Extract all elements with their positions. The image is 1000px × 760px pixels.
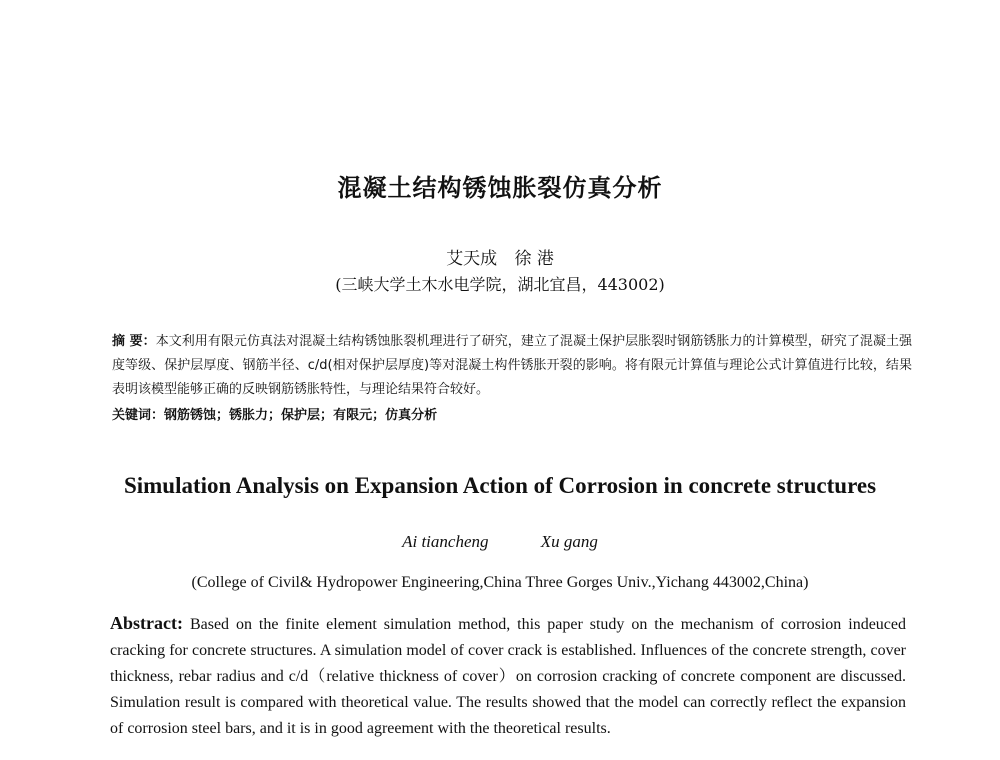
chinese-authors: [0, 244, 1000, 269]
keyword-1: 钢筋锈蚀；: [164, 408, 230, 423]
chinese-affiliation: (三峡大学土木水电学院，湖北宜昌，443002): [335, 275, 665, 294]
chinese-keywords-label: 关键词：: [112, 408, 165, 423]
chinese-author-2: 徐 港: [514, 249, 554, 269]
chinese-abstract: [112, 330, 912, 402]
chinese-keywords: [112, 404, 912, 428]
english-title: Simulation Analysis on Expansion Action of Corrosion in concrete structures: [123, 473, 877, 498]
english-abstract: [110, 610, 906, 742]
chinese-author-1: 艾天成: [446, 249, 498, 269]
english-abstract-text: Based on the finite element simulation method, this paper study on the mechanism of corrosion indeuced cracking for concrete structures. A simulation model of cover crack is established. Influences of the concrete strength, cover thickness, rebar radius and c/d（relative thickness of cover）on corrosion cracking of concrete component are discussed. Simulation result is compared with theoretical value. The results showed that the model can correctly reflect the expansion of corrosion steel bars, and it is in good agreement with the theoretical results.: [110, 616, 907, 737]
english-affiliation: (College of Civil& Hydropower Engineering,China Three Gorges Univ.,Yichang 443002,China): [191, 574, 809, 591]
keyword-2: 锈胀力；: [229, 408, 282, 423]
english-authors: [0, 532, 1000, 552]
keyword-3: 保护层；: [281, 408, 334, 423]
chinese-title: 混凝土结构锈蚀胀裂仿真分析: [337, 174, 663, 202]
keyword-4: 有限元；: [333, 408, 386, 423]
english-author-2: Xu gang: [540, 532, 598, 551]
english-abstract-label: Abstract:: [110, 613, 183, 633]
chinese-abstract-label: 摘 要：: [112, 334, 156, 349]
english-author-1: Ai tiancheng: [402, 532, 489, 551]
keyword-5: 仿真分析: [385, 408, 438, 423]
chinese-abstract-text: 本文利用有限元仿真法对混凝土结构锈蚀胀裂机理进行了研究，建立了混凝土保护层胀裂时钢筋锈胀力的计算模型，研究了混凝土强度等级、保护层厚度、钢筋半径、c/d(相对保护层厚度)等对混凝土构件锈胀开裂的影响。将有限元计算值与理论公式计算值进行比较，结果表明该模型能够正确的反映钢筋锈胀特性，与理论结果符合较好。: [112, 334, 912, 397]
